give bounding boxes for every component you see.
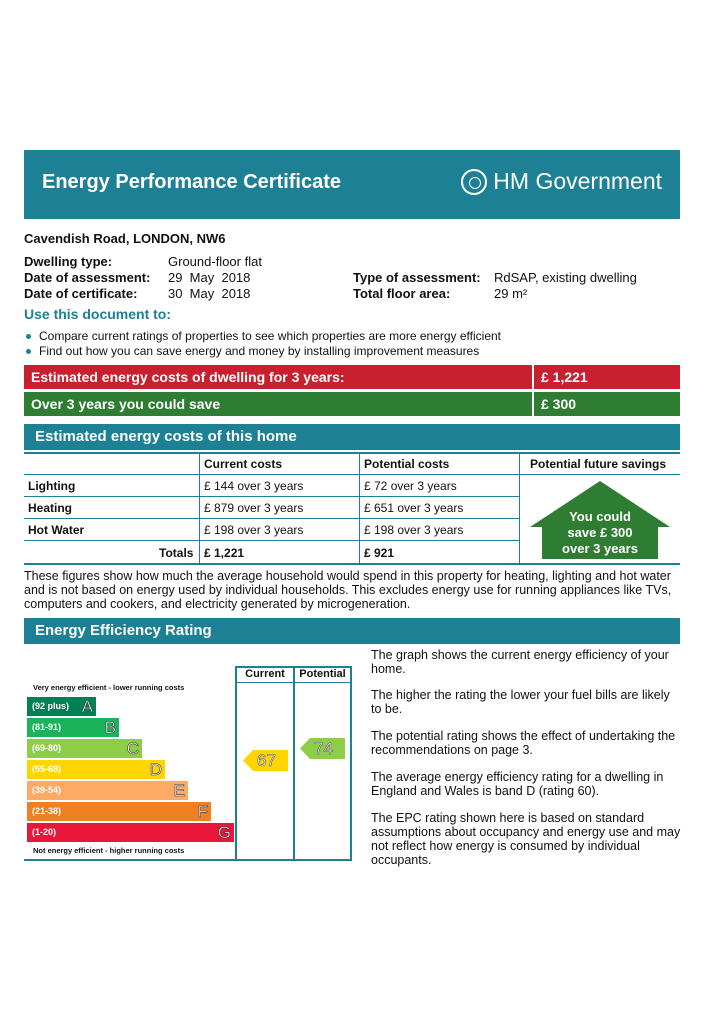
- certificate-date-value: 30 May 2018: [168, 286, 251, 301]
- efficiency-section-title: Energy Efficiency Rating: [35, 622, 212, 639]
- band-e: [27, 781, 188, 800]
- top-caption: Very energy efficient - lower running costs: [33, 683, 185, 692]
- row-hotwater-label: Hot Water: [28, 523, 85, 537]
- potential-rating-value: 74: [314, 739, 333, 758]
- bottom-caption: Not energy efficient - higher running costs: [33, 846, 185, 855]
- costs-section-header: [24, 424, 680, 450]
- efficiency-section-header: [24, 618, 680, 644]
- assessment-date-label: Date of assessment:: [24, 270, 151, 285]
- current-rating-value: 67: [257, 751, 276, 770]
- row-hotwater-current: £ 198 over 3 years: [204, 523, 304, 537]
- band-range: (21-38): [32, 806, 62, 816]
- band-a: [27, 697, 96, 716]
- row-hotwater-potential: £ 198 over 3 years: [364, 523, 464, 537]
- band-letter: D: [149, 760, 162, 779]
- band-range: (55-68): [32, 764, 62, 774]
- chart-col-rule: [235, 666, 237, 861]
- use-document-heading: Use this document to:: [24, 306, 172, 322]
- estimated-cost-value: £ 1,221: [541, 369, 588, 385]
- certificate-date-label: Date of certificate:: [24, 286, 138, 301]
- gov-label: HM Government: [493, 168, 662, 194]
- chart-col-current: Current: [245, 668, 285, 680]
- band-range: (81-91): [32, 722, 62, 732]
- col-potential-savings: Potential future savings: [530, 457, 667, 471]
- row-heating-current: £ 879 over 3 years: [204, 501, 304, 515]
- efficiency-para-1: The graph shows the current energy efficiency of your home.: [371, 648, 669, 676]
- totals-label: Totals: [159, 546, 194, 560]
- row-lighting-potential: £ 72 over 3 years: [364, 479, 457, 493]
- table-col-rule: [519, 452, 520, 564]
- efficiency-para-4: The average energy efficiency rating for a dwelling in England and Wales is band D (rating 60).: [371, 770, 664, 798]
- total-current: £ 1,221: [204, 546, 245, 560]
- row-heating-label: Heating: [28, 501, 73, 515]
- efficiency-para-5: The EPC rating shown here is based on standard assumptions about occupancy and energy use and may not reflect how energy is consumed by individual occupants.: [371, 811, 681, 867]
- band-range: (1-20): [32, 827, 57, 837]
- property-address: Cavendish Road, LONDON, NW6: [24, 231, 226, 246]
- dwelling-type-label: Dwelling type:: [24, 254, 113, 269]
- col-current-costs: Current costs: [204, 457, 283, 471]
- savings-value: £ 300: [541, 396, 577, 412]
- bar-divider: [532, 365, 534, 389]
- bar-divider: [532, 392, 534, 416]
- chart-header-rule: [235, 682, 352, 683]
- savings-badge-line3: over 3 years: [562, 541, 638, 556]
- band-letter: A: [81, 697, 93, 716]
- bullet-icon: [26, 349, 31, 354]
- table-row-rule: [24, 496, 520, 497]
- band-letter: E: [173, 781, 185, 800]
- assessment-type-value: RdSAP, existing dwelling: [494, 270, 637, 285]
- table-col-rule: [359, 452, 360, 564]
- chart-col-rule: [293, 666, 295, 861]
- band-f: [27, 802, 211, 821]
- savings-house-badge: [530, 481, 670, 559]
- band-b: [27, 718, 119, 737]
- savings-label: Over 3 years you could save: [31, 396, 221, 412]
- efficiency-para-2: The higher the rating the lower your fuel bills are likely to be.: [371, 688, 670, 716]
- band-g: [27, 823, 234, 842]
- assessment-date-value: 29 May 2018: [168, 270, 251, 285]
- chart-col-potential: Potential: [299, 668, 346, 680]
- current-rating-arrow: [243, 750, 288, 771]
- band-range: (69-80): [32, 743, 62, 753]
- band-c: [27, 739, 142, 758]
- hm-government-logo: [461, 168, 662, 195]
- estimated-cost-label: Estimated energy costs of dwelling for 3 years:: [31, 369, 345, 385]
- col-potential-costs: Potential costs: [364, 457, 450, 471]
- assessment-type-label: Type of assessment:: [353, 270, 481, 285]
- floor-area-value: 29 m²: [494, 286, 528, 301]
- band-range: (92 plus): [32, 701, 70, 711]
- table-row-rule: [24, 518, 520, 519]
- dwelling-type-value: Ground-floor flat: [168, 254, 262, 269]
- savings-badge-line2: save £ 300: [567, 525, 633, 540]
- page-title: Energy Performance Certificate: [42, 171, 342, 193]
- table-header-rule: [24, 474, 680, 475]
- costs-section-title: Estimated energy costs of this home: [35, 428, 297, 445]
- floor-area-label: Total floor area:: [353, 286, 451, 301]
- table-row-rule: [24, 540, 520, 541]
- row-lighting-label: Lighting: [28, 479, 76, 493]
- certificate-header: [24, 150, 680, 219]
- royal-crest-icon: [461, 169, 487, 195]
- table-top-rule: [24, 452, 680, 454]
- bullet-icon: [26, 334, 31, 339]
- use-bullet-2: Find out how you can save energy and money by installing improvement measures: [26, 344, 479, 358]
- chart-col-rule: [350, 666, 352, 861]
- estimated-cost-bar: [24, 365, 680, 389]
- row-lighting-current: £ 144 over 3 years: [204, 479, 304, 493]
- row-heating-potential: £ 651 over 3 years: [364, 501, 464, 515]
- table-bottom-rule: [24, 563, 680, 565]
- savings-badge-line1: You could: [569, 509, 631, 524]
- band-letter: C: [126, 739, 139, 758]
- total-potential: £ 921: [364, 546, 395, 560]
- band-letter: F: [197, 802, 208, 821]
- band-range: (39-54): [32, 785, 62, 795]
- table-col-rule: [199, 452, 200, 564]
- band-d: [27, 760, 165, 779]
- band-letter: G: [217, 823, 231, 842]
- costs-note: These figures show how much the average household would spend in this property for heating, lighting and hot water and is not based on energy used by individual households. This excludes energy use for running appliances like TVs, computers and cookers, and electricity generated by microgeneration.: [24, 569, 672, 611]
- chart-bottom-rule: [24, 859, 352, 861]
- savings-bar: [24, 392, 680, 416]
- band-letter: B: [104, 718, 116, 737]
- potential-rating-arrow: [300, 738, 345, 759]
- efficiency-para-3: The potential rating shows the effect of undertaking the recommendations on page 3.: [371, 729, 676, 757]
- use-bullet-1: Compare current ratings of properties to see which properties are more energy efficient: [26, 329, 501, 343]
